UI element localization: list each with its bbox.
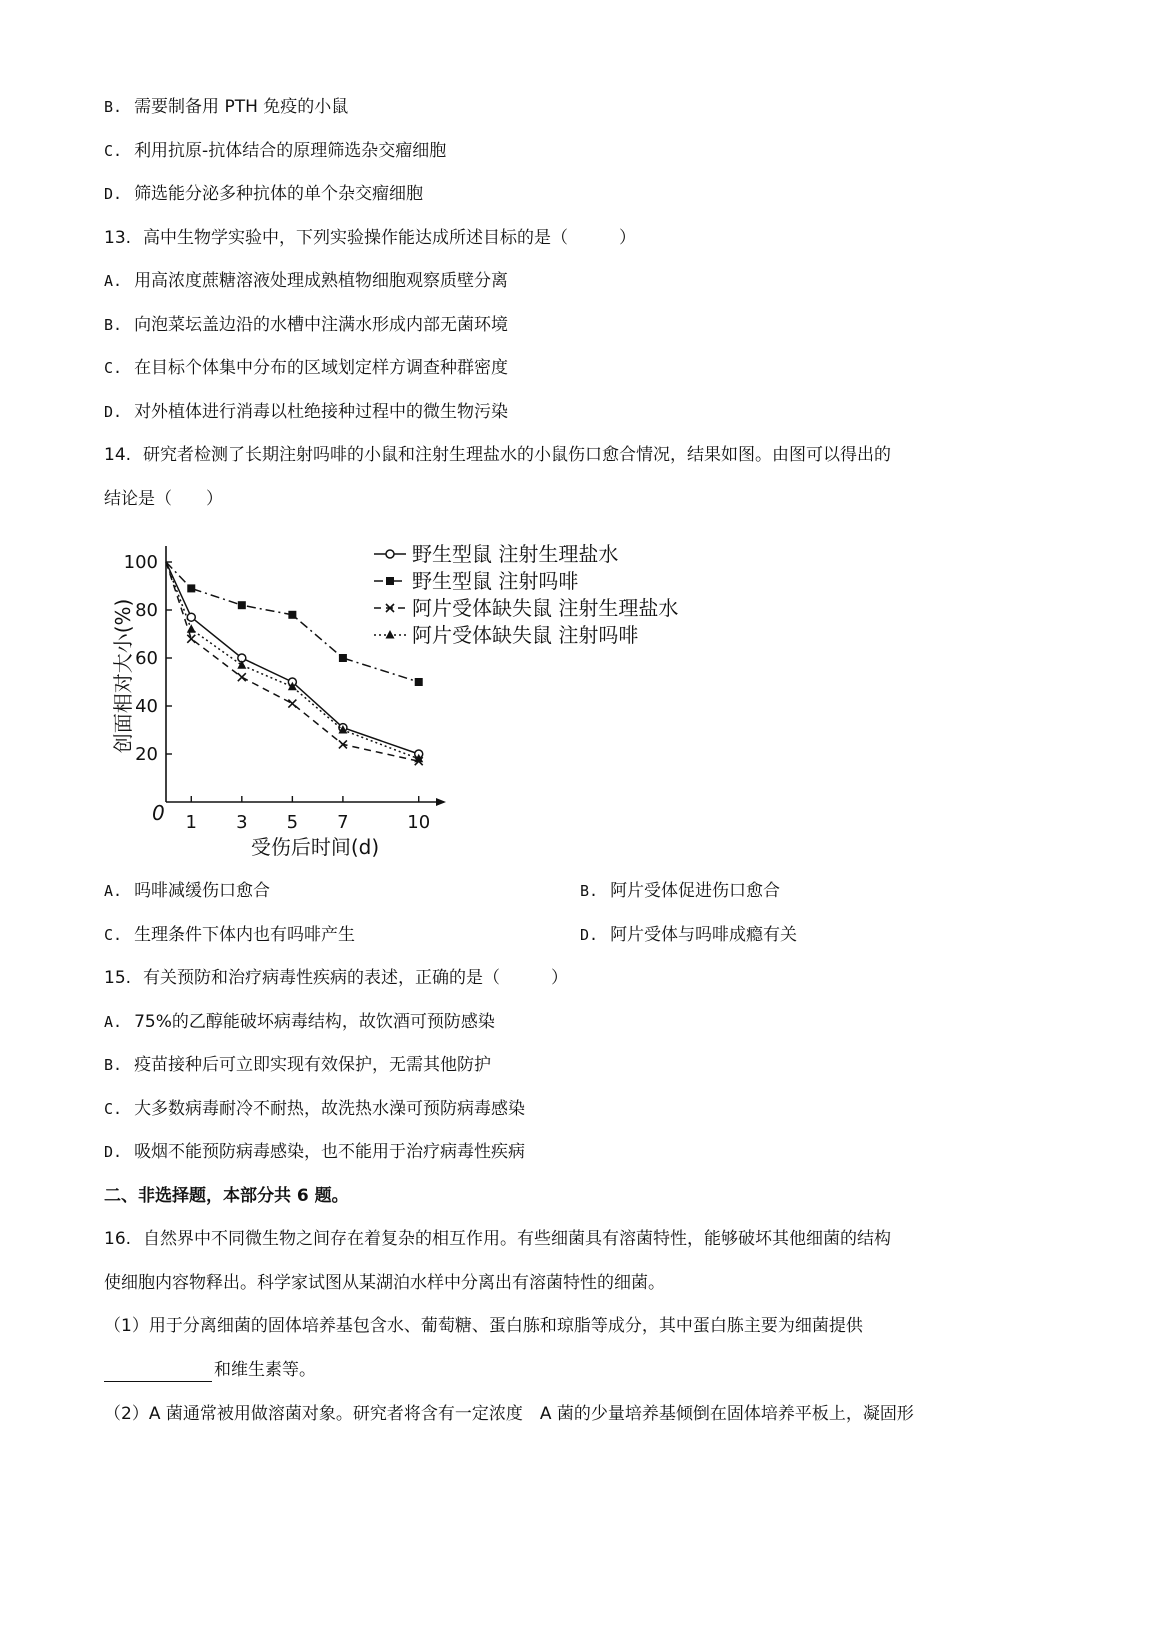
- x-tick-label-7: 7: [337, 812, 349, 833]
- section-2-heading: 二、非选择题，本部分共 6 题。: [104, 1186, 349, 1206]
- q12-option-b: B. 需要制备用 PTH 免疫的小鼠: [104, 97, 349, 117]
- x-axis-arrow: [436, 798, 446, 806]
- series-2-point-1: [187, 584, 195, 592]
- y-tick-label-40: 40: [135, 696, 158, 717]
- q14-option-d: D. 阿片受体与吗啡成瘾有关: [580, 925, 798, 945]
- q13-stem: 13. 高中生物学实验中，下列实验操作能达成所述目标的是（ ）: [104, 228, 637, 248]
- q13-option-d: D. 对外植体进行消毒以杜绝接种过程中的微生物污染: [104, 402, 509, 422]
- legend-label-3: 阿片受体缺失鼠 注射生理盐水: [412, 596, 679, 620]
- y-axis-label: 创面相对大小(%): [111, 598, 135, 754]
- q14-option-c: C. 生理条件下体内也有吗啡产生: [104, 925, 356, 945]
- x-axis-label: 受伤后时间(d): [250, 835, 380, 859]
- series-2-point-3: [288, 611, 296, 619]
- legend-label-1: 野生型鼠 注射生理盐水: [412, 542, 619, 566]
- q13-option-a: A. 用高浓度蔗糖溶液处理成熟植物细胞观察质壁分离: [104, 271, 509, 291]
- legend-label-4: 阿片受体缺失鼠 注射吗啡: [412, 623, 639, 647]
- q14-stem-line2: 结论是（ ）: [104, 489, 223, 509]
- q15-option-a: A. 75%的乙醇能破坏病毒结构，故饮酒可预防感染: [104, 1012, 495, 1032]
- chart-series: [166, 562, 423, 765]
- wound-healing-chart: [104, 540, 724, 860]
- series-line-2: [166, 562, 419, 682]
- y-tick-label-60: 60: [135, 648, 158, 669]
- q14-option-a: A. 吗啡减缓伤口愈合: [104, 881, 271, 901]
- q13-option-b: B. 向泡菜坛盖边沿的水槽中注满水形成内部无菌环境: [104, 315, 509, 335]
- legend-marker-1: [386, 550, 394, 558]
- series-line-3: [166, 562, 419, 761]
- legend-marker-2: [386, 577, 394, 585]
- series-2-point-4: [339, 654, 347, 662]
- q16-part2-line1: （2）A 菌通常被用做溶菌对象。研究者将含有一定浓度 A 菌的少量培养基倾倒在固体培养平板上，凝固形: [104, 1404, 914, 1424]
- q13-option-c: C. 在目标个体集中分布的区域划定样方调查种群密度: [104, 358, 509, 378]
- series-1-point-1: [187, 613, 195, 621]
- series-2-point-5: [415, 678, 423, 686]
- chart-axes: [111, 546, 446, 859]
- series-3-point-3: [288, 700, 296, 708]
- q15-stem: 15. 有关预防和治疗病毒性疾病的表述，正确的是（ ）: [104, 968, 569, 988]
- y-tick-label-20: 20: [135, 744, 158, 765]
- x-tick-label-10: 10: [407, 812, 431, 833]
- series-4-point-1: [187, 624, 196, 633]
- q15-option-d: D. 吸烟不能预防病毒感染，也不能用于治疗病毒性疾病: [104, 1142, 526, 1162]
- series-line-1: [166, 562, 419, 754]
- q15-option-b: B. 疫苗接种后可立即实现有效保护，无需其他防护: [104, 1055, 492, 1075]
- series-2-point-2: [238, 601, 246, 609]
- x-tick-label-1: 1: [185, 812, 197, 833]
- q16-stem-line1: 16. 自然界中不同微生物之间存在着复杂的相互作用。有些细菌具有溶菌特性，能够破坏其他细菌的结构: [104, 1229, 892, 1249]
- q16-stem-line2: 使细胞内容物释出。科学家试图从某湖泊水样中分离出有溶菌特性的细菌。: [104, 1273, 665, 1293]
- legend-marker-4: [386, 630, 395, 639]
- q12-option-c: C. 利用抗原-抗体结合的原理筛选杂交瘤细胞: [104, 141, 447, 161]
- y-tick-label-80: 80: [135, 600, 158, 621]
- q14-option-b: B. 阿片受体促进伤口愈合: [580, 881, 781, 901]
- q12-option-d: D. 筛选能分泌多种抗体的单个杂交瘤细胞: [104, 184, 424, 204]
- x-tick-label-3: 3: [236, 812, 248, 833]
- y-tick-label-100: 100: [123, 552, 158, 573]
- origin-label: 0: [152, 801, 165, 825]
- series-line-4: [166, 562, 419, 759]
- chart-legend: [374, 542, 678, 647]
- x-tick-label-5: 5: [286, 812, 299, 833]
- legend-label-2: 野生型鼠 注射吗啡: [412, 569, 579, 593]
- series-3-point-2: [238, 673, 246, 681]
- q15-option-c: C. 大多数病毒耐冷不耐热，故洗热水澡可预防病毒感染: [104, 1099, 526, 1119]
- q14-stem-line1: 14. 研究者检测了长期注射吗啡的小鼠和注射生理盐水的小鼠伤口愈合情况，结果如图。由图可以得出的: [104, 445, 892, 465]
- q16-part1-line2: 和维生素等。: [104, 1358, 316, 1382]
- series-3-point-1: [187, 635, 195, 643]
- answer-blank[interactable]: [104, 1361, 212, 1382]
- q16-part1-line1: （1）用于分离细菌的固体培养基包含水、葡萄糖、蛋白胨和琼脂等成分，其中蛋白胨主要为细菌提供: [104, 1316, 863, 1336]
